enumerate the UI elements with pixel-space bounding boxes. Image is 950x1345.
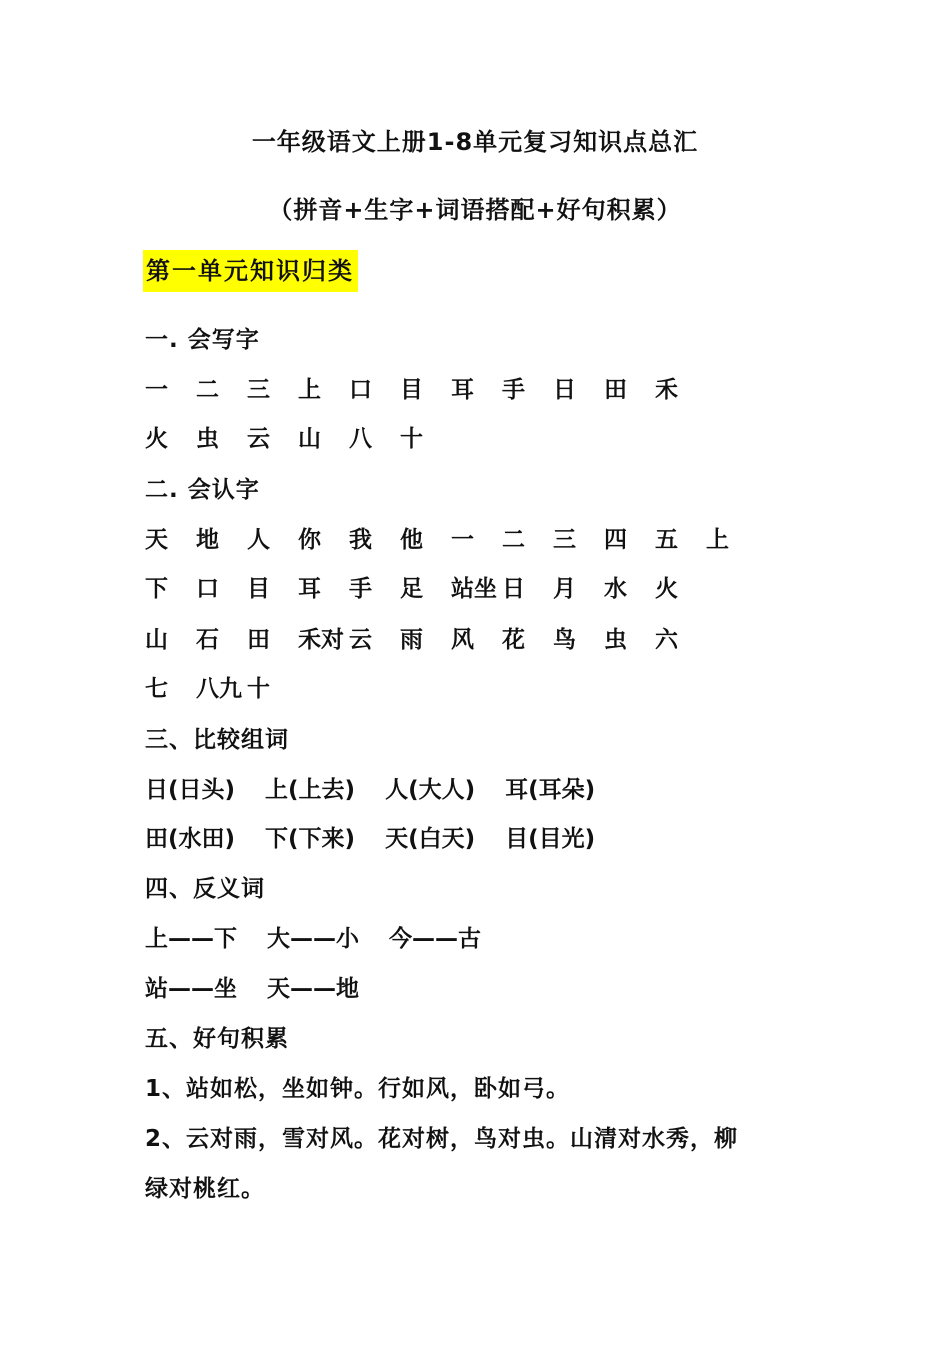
row-item: 云 <box>247 426 270 452</box>
row-item: 十 <box>400 426 423 452</box>
row-item: 天 <box>145 527 168 553</box>
section-heading-recognize-chars: 二. 会认字 <box>145 477 260 503</box>
row-item: 三 <box>553 527 576 553</box>
section-heading-compare-words: 三、比较组词 <box>145 727 289 753</box>
row-item: 我 <box>349 527 372 553</box>
row-item: 耳 <box>451 377 474 403</box>
row-item: 地 <box>196 527 219 553</box>
row-item: 田 <box>604 377 627 403</box>
row-item: 上 <box>298 377 321 403</box>
row-item: 禾对 <box>298 627 344 653</box>
row-item: 口 <box>196 576 219 602</box>
row-item: 目 <box>247 576 270 602</box>
row-item: 日(日头) <box>145 777 236 803</box>
row-item: 六 <box>655 627 678 653</box>
row-item: 禾 <box>655 377 678 403</box>
compare-words-row-2 <box>145 823 625 855</box>
antonyms-row-2 <box>145 973 389 1005</box>
row-item: 手 <box>349 576 372 602</box>
row-item: 手 <box>502 377 525 403</box>
section-heading-write-chars: 一. 会写字 <box>145 327 260 353</box>
row-item: 天(白天) <box>385 826 476 852</box>
write-chars-row-1 <box>145 374 706 406</box>
row-item: 雨 <box>400 627 423 653</box>
recognize-chars-row-2 <box>145 573 706 605</box>
sentence-line-3: 绿对桃红。 <box>145 1176 265 1202</box>
row-item: 上(上去) <box>265 777 356 803</box>
row-item: 山 <box>145 627 168 653</box>
row-item: 二 <box>502 527 525 553</box>
row-item: 水 <box>604 576 627 602</box>
recognize-chars-row-4 <box>145 673 298 705</box>
row-item: 十 <box>247 676 270 702</box>
row-item: 人(大人) <box>385 777 476 803</box>
recognize-chars-row-1 <box>145 524 757 556</box>
row-item: 田 <box>247 627 270 653</box>
row-item: 田(水田) <box>145 826 236 852</box>
row-item: 虫 <box>604 627 627 653</box>
section-heading-sentences: 五、好句积累 <box>145 1026 289 1052</box>
row-item: 下 <box>145 576 168 602</box>
row-item: 耳(耳朵) <box>505 777 596 803</box>
row-item: 二 <box>196 377 219 403</box>
row-item: 月 <box>553 576 576 602</box>
row-item: 站坐 <box>451 576 497 602</box>
row-item: 八九 <box>196 676 242 702</box>
row-item: 耳 <box>298 576 321 602</box>
row-item: 石 <box>196 627 219 653</box>
row-item: 云 <box>349 627 372 653</box>
row-item: 他 <box>400 527 423 553</box>
row-item: 一 <box>451 527 474 553</box>
row-item: 五 <box>655 527 678 553</box>
row-item: 日 <box>502 576 525 602</box>
row-item: 足 <box>400 576 423 602</box>
section-heading-antonyms: 四、反义词 <box>145 876 265 902</box>
row-item: 人 <box>247 527 270 553</box>
row-item: 一 <box>145 377 168 403</box>
row-item: 大——小 <box>267 926 359 952</box>
row-item: 你 <box>298 527 321 553</box>
row-item: 鸟 <box>553 627 576 653</box>
row-item: 口 <box>349 377 372 403</box>
document-subtitle: （拼音+生字+词语搭配+好句积累） <box>268 196 682 224</box>
recognize-chars-row-3 <box>145 624 706 656</box>
row-item: 上 <box>706 527 729 553</box>
row-item: 花 <box>502 627 525 653</box>
row-item: 四 <box>604 527 627 553</box>
row-item: 虫 <box>196 426 219 452</box>
row-item: 八 <box>349 426 372 452</box>
row-item: 火 <box>655 576 678 602</box>
row-item: 今——古 <box>389 926 481 952</box>
row-item: 目(目光) <box>505 826 596 852</box>
write-chars-row-2 <box>145 423 451 455</box>
row-item: 七 <box>145 676 168 702</box>
row-item: 三 <box>247 377 270 403</box>
sentence-line-2: 2、云对雨，雪对风。花对树，鸟对虫。山清对水秀，柳 <box>145 1126 739 1152</box>
row-item: 站——坐 <box>145 976 237 1002</box>
row-item: 上——下 <box>145 926 237 952</box>
row-item: 天——地 <box>267 976 359 1002</box>
antonyms-row-1 <box>145 923 511 955</box>
unit-heading-highlighted: 第一单元知识归类 <box>143 250 358 292</box>
sentence-line-1: 1、站如松，坐如钟。行如风，卧如弓。 <box>145 1076 571 1102</box>
row-item: 目 <box>400 377 423 403</box>
document-title: 一年级语文上册1-8单元复习知识点总汇 <box>251 128 699 156</box>
compare-words-row-1 <box>145 774 625 806</box>
row-item: 日 <box>553 377 576 403</box>
row-item: 下(下来) <box>265 826 356 852</box>
row-item: 风 <box>451 627 474 653</box>
row-item: 山 <box>298 426 321 452</box>
row-item: 火 <box>145 426 168 452</box>
